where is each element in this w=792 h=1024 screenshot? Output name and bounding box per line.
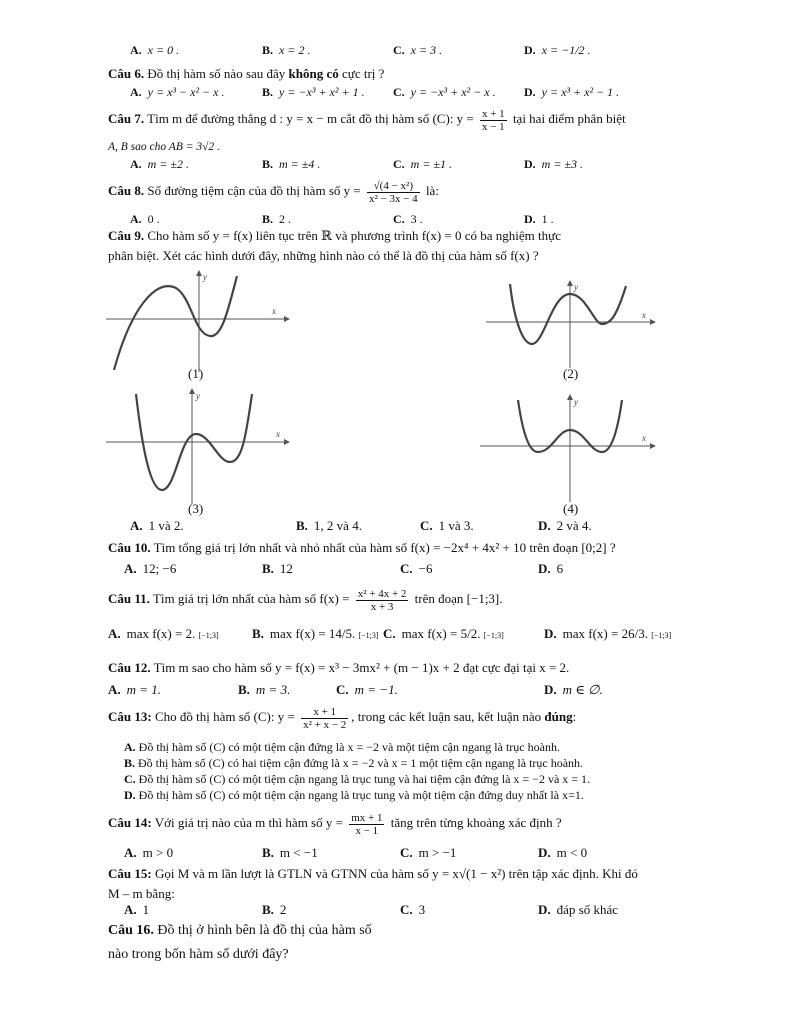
q13-option-b: B. Đồ thị hàm số (C) có hai tiệm cận đứng là x = −2 và x = 1 một tiệm cận ngang là trục hoành.	[124, 756, 584, 770]
q13-fraction: $\frac{x + 1}{\text{x² + x − 2}}$	[303, 705, 347, 731]
q9-question-line2: phân biệt. Xét các hình dưới đây, những hình nào có thể là đồ thị của hàm số f(x) ?	[108, 248, 539, 263]
q7-option-c: C. m = ±1 .	[393, 157, 453, 171]
curve	[114, 276, 237, 370]
q9-option-d: D. 2 và 4.	[538, 518, 592, 533]
q7-question: Câu 7. Tìm m để đường thẳng d : y = x − m cắt đồ thị hàm số (C): y = $\frac{x + 1}{x - 1}$ tại hai điểm phân biệt	[108, 107, 626, 133]
y-axis-arrow	[189, 388, 195, 394]
q9-option-a: A. 1 và 2.	[130, 518, 184, 533]
q9-graph-2	[486, 278, 656, 368]
q13-question: Câu 13: Cho đồ thị hàm số (C): y = $\frac{x + 1}{\text{x² + x − 2}}$ , trong các kết luận sau, kết luận nào đúng:	[108, 705, 577, 731]
q14-option-c: C. m > −1	[400, 845, 457, 860]
q14-question: Câu 14: Với giá trị nào của m thì hàm số y = $\frac{mx + 1}{x - 1}$ tăng trên từng khoảng xác định ?	[108, 811, 562, 837]
q10-option-b: B. 12	[262, 561, 293, 576]
q5-option-a: A. x = 0 .	[130, 43, 180, 57]
x-axis-label: x	[276, 429, 280, 439]
q14-option-b: B. m < −1	[262, 845, 318, 860]
q9-graph-3	[106, 386, 290, 504]
q9-option-b: B. 1, 2 và 4.	[296, 518, 362, 533]
q14-option-d: D. m < 0	[538, 845, 588, 860]
q15-question-line2: M – m bằng:	[108, 886, 175, 901]
y-axis-label: y	[574, 282, 578, 292]
x-axis-arrow	[650, 319, 656, 325]
q15-option-c: C. 3	[400, 902, 426, 917]
curve	[510, 284, 626, 344]
x-axis-arrow	[650, 443, 656, 449]
q12-option-a: A. m = 1.	[108, 682, 162, 697]
q9-question: Câu 9. Cho hàm số y = f(x) liên tục trên ℝ và phương trình f(x) = 0 có ba nghiệm thực	[108, 228, 561, 243]
q9-option-c: C. 1 và 3.	[420, 518, 474, 533]
x-axis-label: x	[272, 306, 276, 316]
y-axis-label: y	[203, 272, 207, 282]
q14-fraction: $\frac{mx + 1}{x - 1}$	[351, 811, 383, 837]
q8-option-c: C. 3 .	[393, 212, 423, 226]
q11-question: Câu 11. Tìm giá trị lớn nhất của hàm số f(x) = $\frac{\text{x² + 4x + 2}}{x + 3}$ trên đoạn [−1;3].	[108, 587, 503, 613]
x-axis-arrow	[284, 439, 290, 445]
q15-option-a: A. 1	[124, 902, 150, 917]
q15-option-d: D. đáp số khác	[538, 902, 619, 917]
q9-graph-4	[480, 392, 656, 502]
q5-option-c: C. x = 3 .	[393, 43, 443, 57]
q13-option-a: A. Đồ thị hàm số (C) có một tiệm cận đứng là x = −2 và một tiệm cận ngang là trục hoành.	[124, 740, 560, 754]
x-axis-label: x	[642, 433, 646, 443]
q14-option-a: A. m > 0	[124, 845, 174, 860]
q7-fraction: $\frac{x + 1}{x - 1}$	[481, 107, 505, 133]
y-axis-arrow	[196, 270, 202, 276]
q12-option-c: C. m = −1.	[336, 682, 398, 697]
q11-fraction: $\frac{\text{x² + 4x + 2}}{x + 3}$	[357, 587, 407, 613]
q8-fraction: $\frac{\text{√(4 − x²)}}{\text{x² − 3x − 4}}$	[368, 179, 418, 205]
q6-option-a: A. y = x³ − x² − x .	[130, 85, 225, 99]
q7-question-line2: A, B sao cho AB = 3√2 .	[108, 141, 220, 153]
q11-option-a: A. max f(x) = 2. [−1;3]	[108, 626, 219, 641]
q9-caption-1: (1)	[188, 366, 204, 381]
q11-option-b: B. max f(x) = 14/5. [−1;3]	[252, 626, 379, 641]
y-axis-arrow	[567, 394, 573, 400]
q13-option-d: D. Đồ thị hàm số (C) có một tiệm cận ngang là trục tung và một tiệm cận đứng duy nhất là x=1.	[124, 788, 584, 802]
q9-caption-2: (2)	[563, 366, 579, 381]
q8-question: Câu 8. Số đường tiệm cận của đồ thị hàm số y = $\frac{\text{√(4 − x²)}}{\text{x² − 3x − 4}}$ là:	[108, 179, 439, 205]
x-axis-label: x	[642, 310, 646, 320]
q13-option-c: C. Đồ thị hàm số (C) có một tiệm cận ngang là trục tung và hai tiệm cận đứng là x = −2 và x = 1.	[124, 772, 591, 786]
q6-option-c: C. y = −x³ + x² − x .	[393, 85, 496, 99]
q15-option-b: B. 2	[262, 902, 287, 917]
q7-option-b: B. m = ±4 .	[262, 157, 321, 171]
q9-graph-1	[106, 268, 290, 372]
q7-option-d: D. m = ±3 .	[524, 157, 584, 171]
x-axis-arrow	[284, 316, 290, 322]
q8-option-a: A. 0 .	[130, 212, 160, 226]
q16-question: Câu 16. Đồ thị ở hình bên là đồ thị của hàm số	[108, 923, 372, 938]
y-axis-arrow	[567, 280, 573, 286]
q5-option-b: B. x = 2 .	[262, 43, 311, 57]
q10-option-c: C. −6	[400, 561, 433, 576]
q5-option-d: D. x = −1/2 .	[524, 43, 591, 57]
q9-caption-4: (4)	[563, 501, 579, 516]
q11-option-d: D. max f(x) = 26/3. [−1;3]	[544, 626, 672, 641]
q15-question: Câu 15: Gọi M và m lần lượt là GTLN và GTNN của hàm số y = x√(1 − x²) trên tập xác định. Khi đó	[108, 866, 638, 881]
q8-option-b: B. 2 .	[262, 212, 292, 226]
q10-question: Câu 10. Tìm tổng giá trị lớn nhất và nhỏ nhất của hàm số f(x) = −2x⁴ + 4x² + 10 trên đoạn [0;2] ?	[108, 540, 616, 555]
q7-option-a: A. m = ±2 .	[130, 157, 190, 171]
q12-option-b: B. m = 3.	[238, 682, 291, 697]
q12-question: Câu 12. Tìm m sao cho hàm số y = f(x) = x³ − 3mx² + (m − 1)x + 2 đạt cực đại tại x = 2.	[108, 660, 570, 675]
q11-option-c: C. max f(x) = 5/2. [−1;3]	[383, 626, 504, 641]
y-axis-label: y	[574, 397, 578, 407]
q8-option-d: D. 1 .	[524, 212, 554, 226]
q10-option-a: A. 12; −6	[124, 561, 177, 576]
q6-question: Câu 6. Đồ thị hàm số nào sau đây không có cực trị ?	[108, 66, 385, 81]
q10-option-d: D. 6	[538, 561, 564, 576]
q6-option-b: B. y = −x³ + x² + 1 .	[262, 85, 365, 99]
q6-option-d: D. y = x³ + x² − 1 .	[524, 85, 620, 99]
y-axis-label: y	[196, 391, 200, 401]
q12-option-d: D. m ∈ ∅.	[544, 682, 603, 697]
q16-question-line2: nào trong bốn hàm số dưới đây?	[108, 947, 289, 962]
q9-caption-3: (3)	[188, 501, 204, 516]
